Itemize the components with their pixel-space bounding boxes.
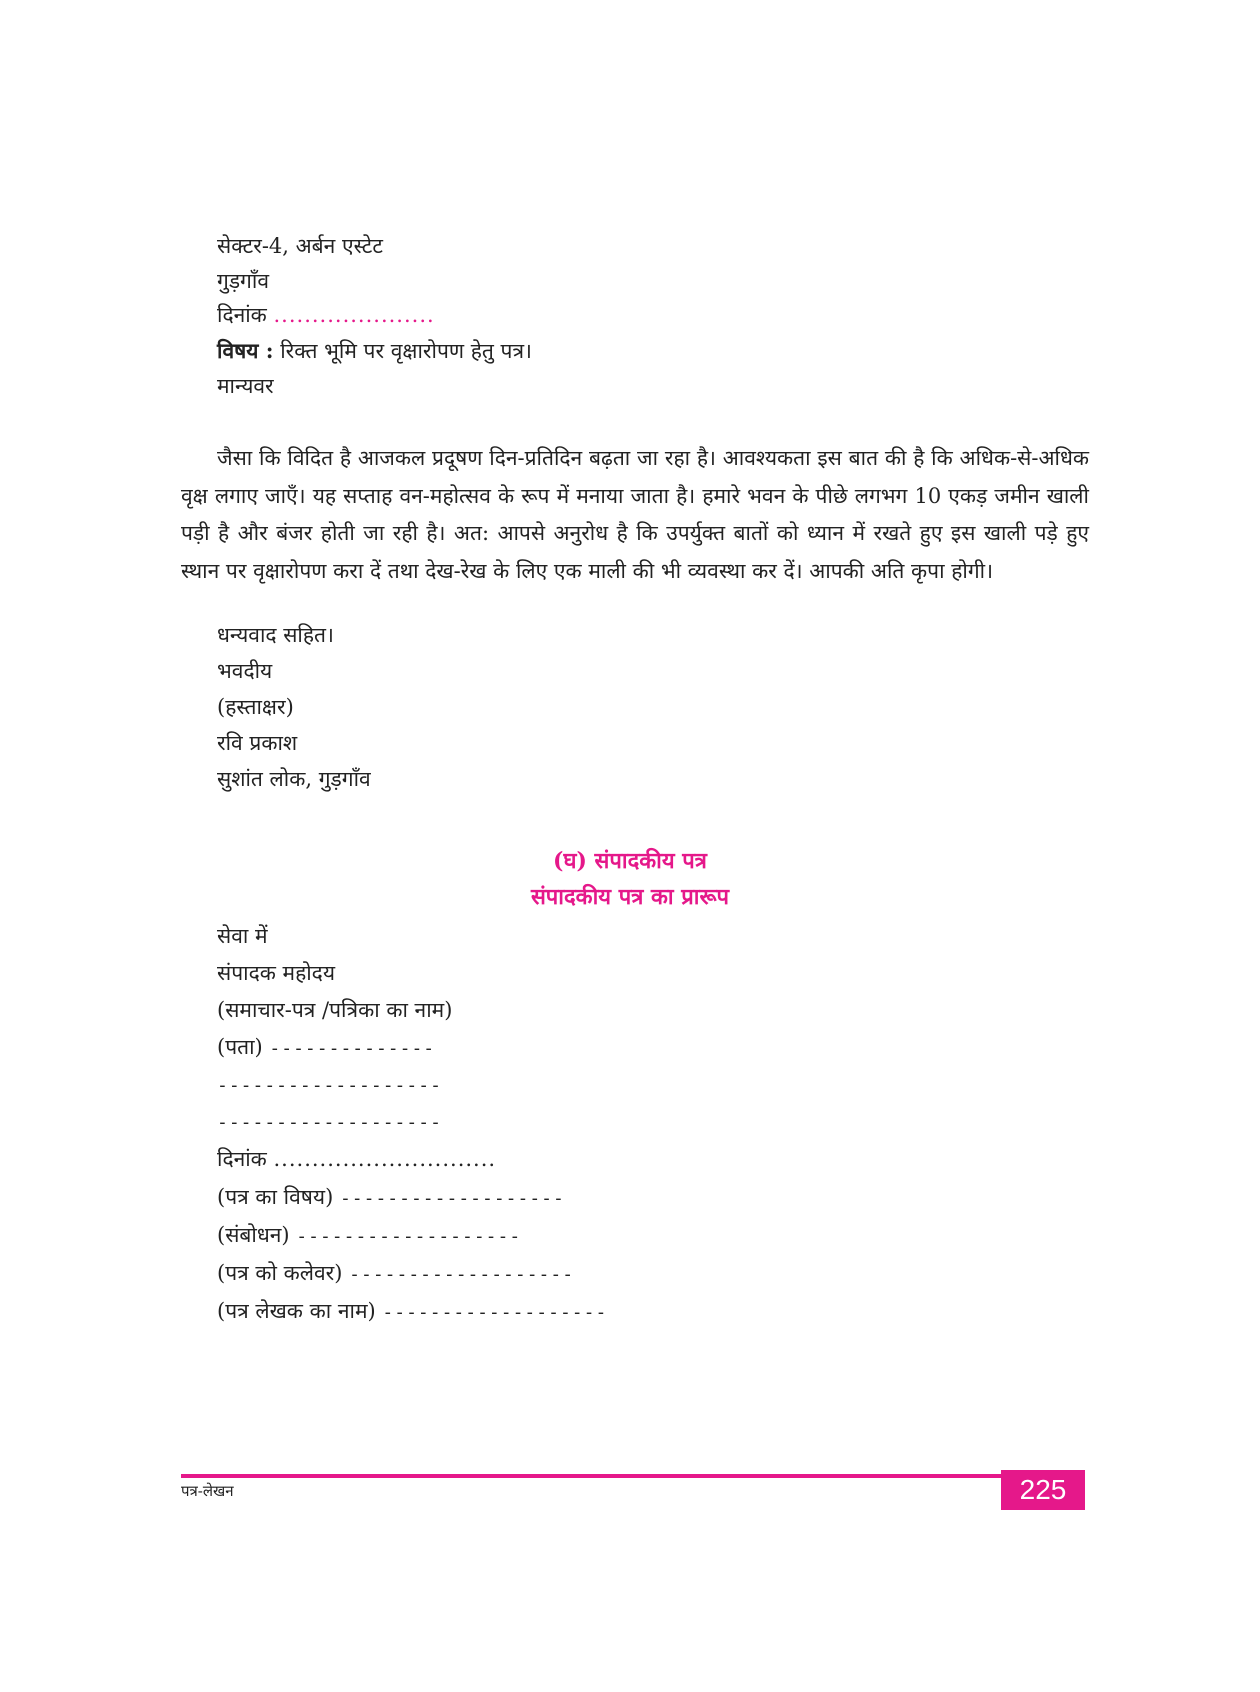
thanks: धन्यवाद सहित।: [217, 623, 334, 647]
letter-subject: [217, 336, 532, 366]
address-label: (पता): [217, 1035, 263, 1059]
format-subject-dashes: -------------------: [339, 1188, 565, 1209]
format-address: [217, 1032, 435, 1064]
address-dashes-2: -------------------: [217, 1075, 442, 1096]
format-date-blank: .............................: [273, 1147, 497, 1171]
section-subheading: संपादकीय पत्र का प्रारूप: [530, 884, 730, 910]
signature: (हस्ताक्षर): [217, 695, 294, 719]
letter-date: [217, 300, 435, 330]
format-writer-dashes: -------------------: [382, 1302, 608, 1323]
format-address-line-2: [217, 1069, 442, 1101]
address-line-2: गुड़गाँव: [217, 269, 269, 293]
date-blank: .....................: [273, 303, 435, 327]
format-to: सेवा में: [217, 924, 268, 948]
format-subject-label: (पत्र का विषय): [217, 1185, 334, 1209]
date-label: दिनांक: [217, 303, 267, 327]
sender-address: सुशांत लोक, गुड़गाँव: [217, 767, 371, 791]
page-number: 225: [1001, 1470, 1085, 1510]
section-heading: (घ) संपादकीय पत्र: [553, 848, 707, 874]
format-recipient: संपादक महोदय: [217, 961, 335, 985]
format-writer: [217, 1296, 607, 1328]
format-body-dashes: -------------------: [349, 1264, 575, 1285]
format-writer-label: (पत्र लेखक का नाम): [217, 1299, 376, 1323]
format-publication: (समाचार-पत्र /पत्रिका का नाम): [217, 998, 453, 1022]
format-body: [217, 1258, 574, 1290]
format-salutation-dashes: -------------------: [296, 1226, 522, 1247]
address-dashes: --------------: [269, 1038, 436, 1059]
footer-chapter: पत्र-लेखन: [181, 1482, 234, 1500]
format-salutation: [217, 1220, 521, 1252]
footer-rule: [181, 1474, 1011, 1478]
format-body-label: (पत्र को कलेवर): [217, 1261, 343, 1285]
address-dashes-3: -------------------: [217, 1112, 442, 1133]
format-date-label: दिनांक: [217, 1147, 267, 1171]
format-address-line-3: [217, 1106, 442, 1138]
format-salutation-label: (संबोधन): [217, 1223, 290, 1247]
format-date: [217, 1144, 496, 1174]
format-subject: [217, 1182, 565, 1214]
letter-body: जैसा कि विदित है आजकल प्रदूषण दिन-प्रतिदिन बढ़ता जा रहा है। आवश्यकता इस बात की है कि अधिक-से-अधिक वृक्ष लगाए जाएँ। यह सप्ताह वन-महोत्सव के रूप में मनाया जाता है। हमारे भवन के पीछे लगभग 10 एकड़ जमीन खाली पड़ी है और बंजर होती जा रही है। अत: आपसे अनुरोध है कि उपर्युक्त बातों को ध्यान में रखते हुए इस खाली पड़े हुए स्थान पर वृक्षारोपण करा दें तथा देख-रेख के लिए एक माली की भी व्यवस्था कर दें। आपकी अति कृपा होगी।: [181, 446, 1089, 583]
subject-text: रिक्त भूमि पर वृक्षारोपण हेतु पत्र।: [280, 339, 533, 363]
sender-name: रवि प्रकाश: [217, 731, 298, 755]
address-line-1: सेक्टर-4, अर्बन एस्टेट: [217, 234, 383, 258]
closing: भवदीय: [217, 659, 273, 683]
subject-label: विषय :: [217, 338, 274, 363]
salutation: मान्यवर: [217, 374, 274, 398]
